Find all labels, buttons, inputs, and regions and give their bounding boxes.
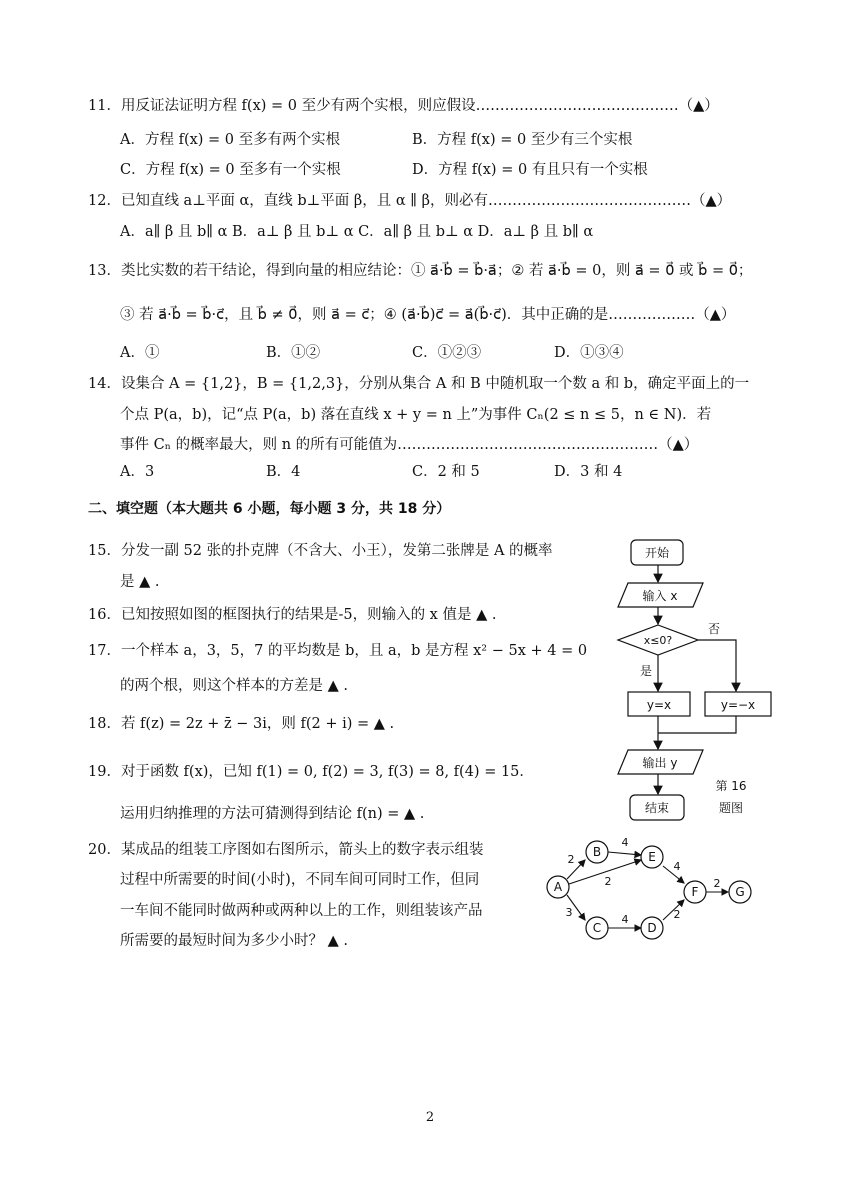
node-e-label: E — [648, 850, 656, 864]
flowchart-figure — [608, 535, 778, 835]
edge-ae-weight: 2 — [604, 875, 612, 888]
q11-stem: 11．用反证法证明方程 f(x) = 0 至少有两个实根，则应假设……………………………………（▲） — [88, 98, 719, 114]
flow-condition-label: x≤0? — [643, 634, 673, 647]
q13-stem: 13．类比实数的若干结论，得到向量的相应结论：① a⃗·b⃗ = b⃗·a⃗；② 若 a⃗·b⃗ = 0，则 a⃗ = 0⃗ 或 b⃗ = 0⃗； — [88, 263, 753, 279]
q14-option-a: A．3 — [120, 464, 155, 480]
q14-option-c: C．2 和 5 — [412, 464, 480, 480]
q11-option-d: D．方程 f(x) = 0 有且只有一个实根 — [412, 162, 648, 178]
edge-ac-weight: 3 — [565, 906, 573, 919]
q13-option-b: B．①② — [266, 345, 321, 361]
edge-ab-weight: 2 — [567, 853, 575, 866]
flow-no-label: 否 — [707, 622, 721, 636]
flow-start-label: 开始 — [644, 546, 670, 560]
q11-option-b: B．方程 f(x) = 0 至少有三个实根 — [412, 132, 633, 148]
node-b-label: B — [592, 845, 602, 859]
node-a-label: A — [553, 880, 563, 894]
q13-line2: ③ 若 a⃗·b⃗ = b⃗·c⃗，且 b⃗ ≠ 0⃗，则 a⃗ = c⃗；④ (a⃗·b⃗)c⃗ = a⃗(b⃗·c⃗)．其中正确的是………………（▲） — [120, 307, 736, 323]
q19-line1: 19．对于函数 f(x)，已知 f(1) = 0, f(2) = 3, f(3) = 8, f(4) = 15． — [88, 764, 534, 780]
node-c-label: C — [592, 921, 602, 935]
edge-fg-weight: 2 — [713, 877, 721, 890]
flow-end-label: 结束 — [644, 801, 670, 815]
flow-output-label: 输出 y — [642, 756, 678, 770]
q16-text: 16．已知按照如图的框图执行的结果是-5，则输入的 x 值是 ▲ . — [88, 607, 497, 623]
q13-option-d: D．①③④ — [554, 345, 624, 361]
q13-option-c: C．①②③ — [412, 345, 482, 361]
assembly-network-figure — [535, 830, 775, 960]
q20-line3: 一车间不能同时做两种或两种以上的工作，则组装该产品 — [120, 903, 483, 919]
q20-line4: 所需要的最短时间为多少小时？ ▲ . — [120, 933, 348, 949]
flow-caption-line2: 题图 — [718, 801, 744, 815]
section-heading: 二、填空题（本大题共 6 小题，每小题 3 分，共 18 分） — [88, 501, 451, 517]
q11-option-c: C．方程 f(x) = 0 至多有一个实根 — [120, 162, 341, 178]
q12-stem: 12．已知直线 a⊥平面 α，直线 b⊥平面 β，且 α ∥ β，则必有……………………………………（▲） — [88, 193, 732, 209]
q11-option-a: A．方程 f(x) = 0 至多有两个实根 — [120, 132, 341, 148]
q14-line3: 事件 Cₙ 的概率最大，则 n 的所有可能值为………………………………………………（▲） — [120, 437, 699, 453]
q15-line2: 是 ▲ . — [120, 574, 160, 590]
node-f-label: F — [691, 885, 699, 899]
q20-line2: 过程中所需要的时间(小时)，不同车间可同时工作，但同 — [120, 872, 480, 888]
q18-text: 18．若 f(z) = 2z + z̄ − 3i，则 f(2 + i) = ▲ . — [88, 716, 395, 732]
edge-be-weight: 4 — [621, 836, 629, 849]
flow-caption-line1: 第 16 — [715, 779, 747, 793]
edge-df-weight: 2 — [673, 908, 681, 921]
q13-option-a: A．① — [120, 345, 160, 361]
q14-option-d: D．3 和 4 — [554, 464, 623, 480]
q20-line1: 20．某成品的组装工序图如右图所示，箭头上的数字表示组装 — [88, 842, 484, 858]
flow-right-label: y=−x — [720, 698, 756, 712]
flow-left-label: y=x — [646, 698, 672, 712]
edge-cd-weight: 4 — [621, 913, 629, 926]
edge-ef-weight: 4 — [673, 860, 681, 873]
q12-options: A．a∥ β 且 b∥ α B．a⊥ β 且 b⊥ α C．a∥ β 且 b⊥ α D．a⊥ β 且 b∥ α — [120, 224, 594, 240]
q14-line2: 个点 P(a，b)，记“点 P(a，b) 落在直线 x + y = n 上”为事件 Cₙ(2 ≤ n ≤ 5，n ∈ N)．若 — [120, 407, 712, 423]
node-g-label: G — [735, 885, 745, 899]
q17-line2: 的两个根，则这个样本的方差是 ▲ . — [120, 678, 348, 694]
q15-line1: 15．分发一副 52 张的扑克牌（不含大、小王），发第二张牌是 A 的概率 — [88, 543, 553, 559]
node-d-label: D — [647, 921, 657, 935]
q14-line1: 14．设集合 A = {1,2}，B = {1,2,3}，分别从集合 A 和 B 中随机取一个数 a 和 b，确定平面上的一 — [88, 376, 750, 392]
page-number: 2 — [425, 1110, 435, 1125]
q14-option-b: B．4 — [266, 464, 301, 480]
flow-yes-label: 是 — [639, 664, 653, 678]
q17-line1: 17．一个样本 a，3，5，7 的平均数是 b，且 a，b 是方程 x² − 5x + 4 = 0 — [88, 643, 588, 659]
flow-input-label: 输入 x — [642, 589, 678, 603]
q19-line2: 运用归纳推理的方法可猜测得到结论 f(n) = ▲ . — [120, 806, 425, 822]
